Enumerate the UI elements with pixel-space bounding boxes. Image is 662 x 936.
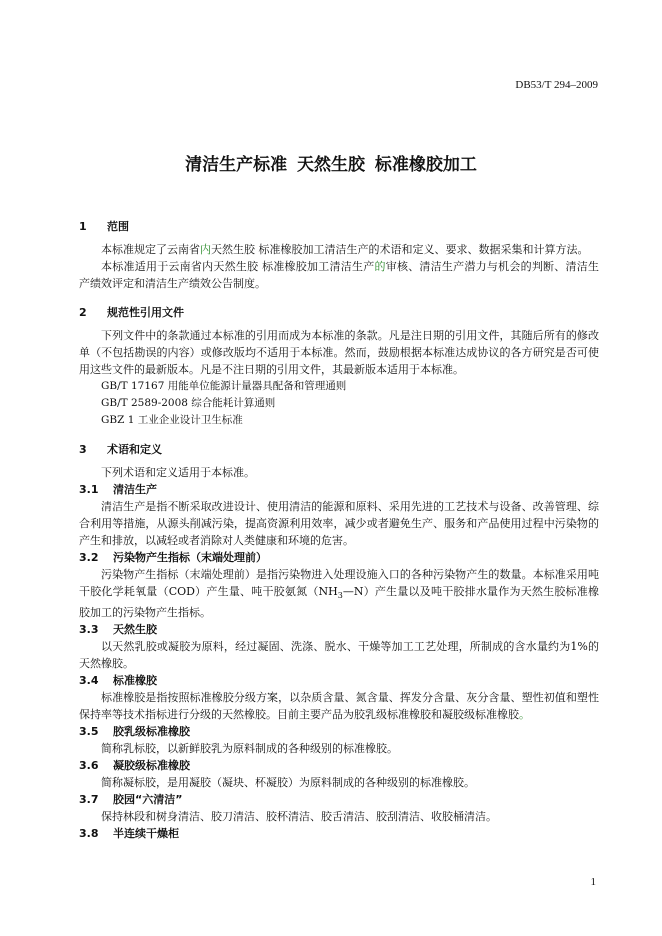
- term-heading: 3.2 污染物产生指标（末端处理前）: [79, 551, 267, 564]
- page-number: 1: [590, 876, 596, 888]
- reference-item: GB/T 17167 用能单位能源计量器具配备和管理通则: [101, 380, 347, 392]
- section-number: 3: [79, 443, 87, 456]
- paragraph: 下列文件中的条款通过本标准的引用而成为本标准的条款。凡是注日期的引用文件，其随后所有的修改单（不包括勘误的内容）或修改版均不适用于本标准。然而，鼓励根据本标准达成协议的各方研究是否可使用这些文件的最新版本。凡是不注日期的引用文件，其最新版本适用于本标准。: [79, 329, 599, 376]
- document-title: 清洁生产标准 天然生胶 标准橡胶加工: [185, 155, 477, 175]
- term-heading: 3.6 凝胶级标准橡胶: [79, 759, 190, 773]
- term-heading: 3.7 胶园“六清洁”: [79, 793, 183, 807]
- reference-item: GBZ 1 工业企业设计卫生标准: [101, 414, 243, 426]
- term-definition: 以天然乳胶或凝胶为原料，经过凝固、洗涤、脱水、干燥等加工工艺处理，所制成的含水量约为1%的天然橡胶。: [79, 640, 599, 671]
- paragraph: 本标准规定了云南省内天然生胶 标准橡胶加工清洁生产的术语和定义、要求、数据采集和计算方法。: [101, 243, 589, 256]
- paragraph: 本标准适用于云南省内天然生胶 标准橡胶加工清洁生产的审核、清洁生产潜力与机会的判断、清洁生产绩效评定和清洁生产绩效公告制度。: [79, 260, 600, 290]
- term-definition: 清洁生产是指不断采取改进设计、使用清洁的能源和原料、采用先进的工艺技术与设备、改善管理、综合利用等措施，从源头削减污染，提高资源利用效率，减少或者避免生产、服务和产品使用过程中污染物的产生和排放，以减轻或者消除对人类健康和环境的危害。: [79, 500, 599, 547]
- section-title: 术语和定义: [107, 443, 162, 456]
- section-title: 范围: [107, 220, 129, 233]
- term-heading: 3.3 天然生胶: [79, 623, 157, 637]
- document-body: [79, 218, 599, 842]
- term-definition: 污染物产生指标（末端处理前）是指污染物进入处理设施入口的各种污染物产生的数量。本标准采用吨干胶化学耗氧量（COD）产生量、吨干胶氨氮$(NH_3—N)$产生量以及吨干胶排水量作为天然生胶标准橡胶加工的污染物产生指标。: [79, 568, 599, 620]
- section-title: 规范性引用文件: [107, 306, 184, 319]
- reference-item: GB/T 2589-2008 综合能耗计算通则: [101, 397, 276, 409]
- term-heading: 3.1 清洁生产: [79, 483, 157, 496]
- paragraph: 下列术语和定义适用于本标准。: [101, 466, 255, 479]
- term-definition: 简称凝标胶，是用凝胶（凝块、杯凝胶）为原料制成的各种级别的标准橡胶。: [101, 776, 475, 790]
- section-2-heading: [79, 304, 599, 321]
- term-definition: 标准橡胶是指按照标准橡胶分级方案，以杂质含量、氮含量、挥发分含量、灰分含量、塑性初值和塑性保持率等技术指标进行分级的天然橡胶。目前主要产品为胶乳级标准橡胶和凝胶级标准橡胶。: [79, 691, 599, 722]
- section-number: 1: [79, 220, 87, 233]
- section-3-heading: [79, 441, 599, 458]
- term-heading: 3.4 标准橡胶: [79, 674, 157, 688]
- document-code: DB53/T 294–2009: [515, 79, 598, 91]
- term-heading: 3.5 胶乳级标准橡胶: [79, 725, 190, 739]
- term-definition: 简称乳标胶，以新鲜胶乳为原料制成的各种级别的标准橡胶。: [101, 742, 398, 756]
- term-heading: 3.8 半连续干燥柜: [79, 827, 179, 841]
- term-definition: 保持林段和树身清洁、胶刀清洁、胶杯清洁、胶舌清洁、胶刮清洁、收胶桶清洁。: [101, 810, 497, 824]
- section-1-heading: [79, 218, 599, 235]
- section-number: 2: [79, 306, 87, 319]
